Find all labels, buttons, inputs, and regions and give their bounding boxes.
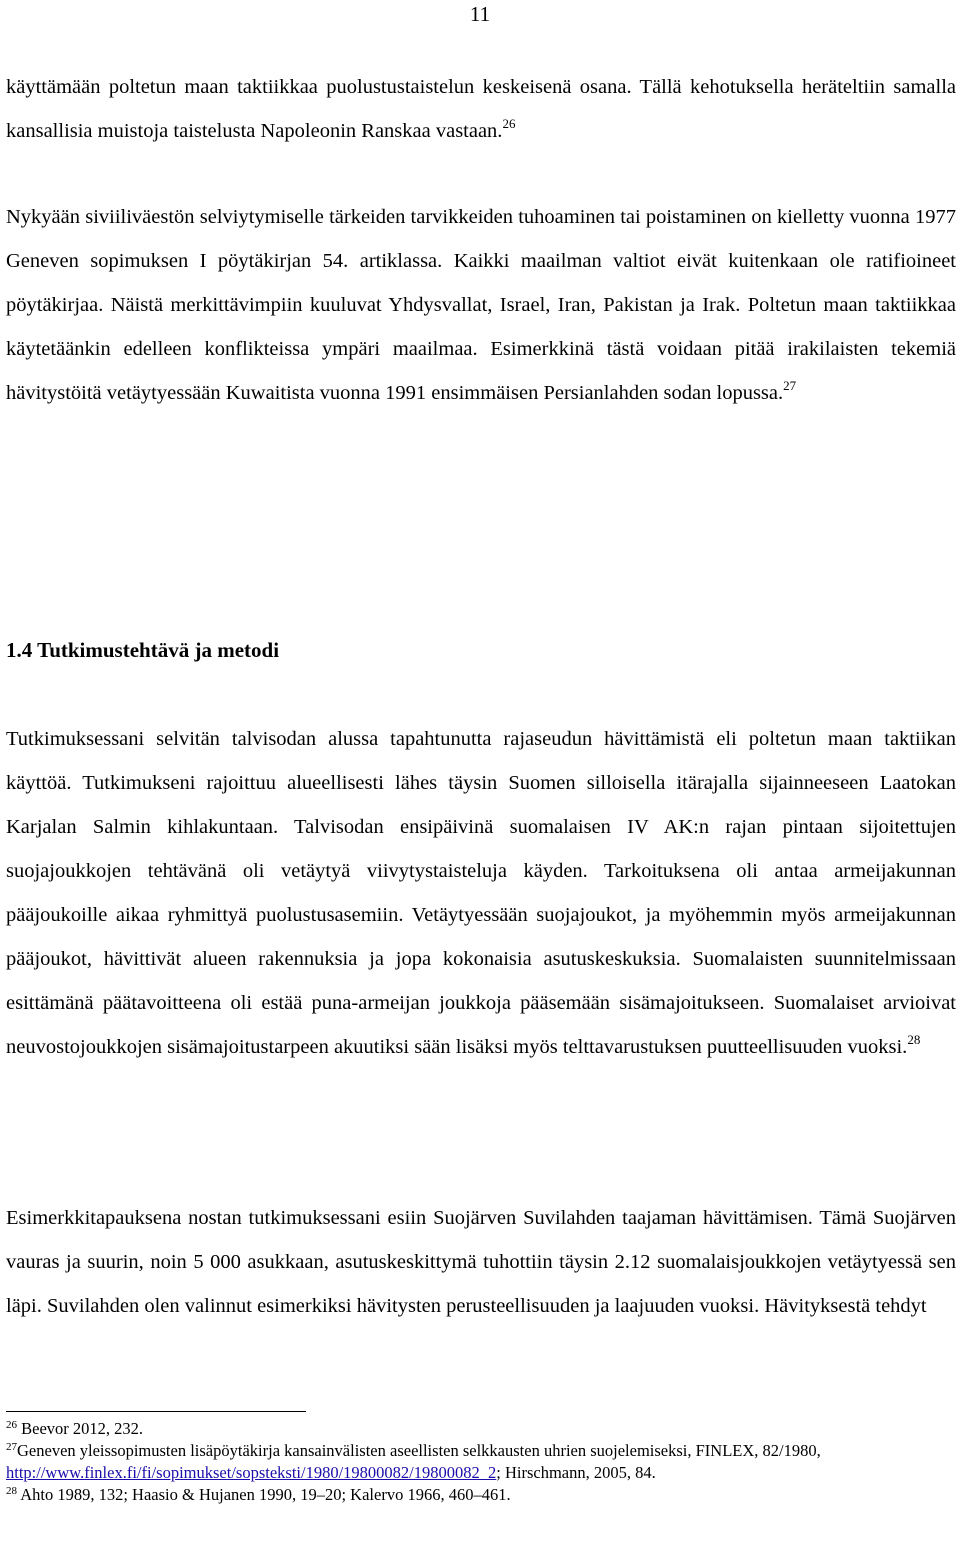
footnote-ref-27[interactable]: 27 <box>783 378 797 393</box>
paragraph-1 <box>6 65 956 153</box>
footnote-text: Geneven yleissopimusten lisäpöytäkirja kansainvälisten aseellisten selkkausten uhrien suojelemiseksi, FINLEX, 82/1980, <box>17 1441 821 1460</box>
footnote-text: Beevor 2012, 232. <box>21 1419 144 1438</box>
paragraph-4 <box>6 1196 956 1328</box>
paragraph-2-text: Nykyään siviiliväestön selviytymiselle tärkeiden tarvikkeiden tuhoaminen tai poistaminen on kielletty vuonna 1977 Geneven sopimuksen I pöytäkirjan 54. artiklassa. Kaikki maailman valtiot eivät kuitenkaan ole ratifioineet pöytäkirjaa. Näistä merkittävimpiin kuuluvat Yhdysvallat, Israel, Iran, Pakistan ja Irak. Poltetun maan taktiikkaa käytetäänkin edelleen konflikteissa ympäri maailmaa. Esimerkkinä tästä voidaan pitää irakilaisten tekemiä hävitystöitä vetäytyessään Kuwaitista vuonna 1991 ensimmäisen Persianlahden sodan lopussa. <box>6 206 956 404</box>
footnote-27 <box>6 1440 956 1484</box>
footnote-26 <box>6 1418 956 1440</box>
paragraph-2 <box>6 195 956 415</box>
footnote-number: 27 <box>6 1441 17 1453</box>
footnote-text: Ahto 1989, 132; Haasio & Hujanen 1990, 19–20; Kalervo 1966, 460–461. <box>20 1485 511 1504</box>
footnote-divider <box>6 1411 306 1412</box>
paragraph-4-text: Esimerkkitapauksena nostan tutkimuksessani esiin Suojärven Suvilahden taajaman hävittämisen. Tämä Suojärven vauras ja suurin, noin 5 000 asukkaan, asutuskeskittymä tuhottiin täysin 2.12 suomalaisjoukkojen vetäytyessä sen läpi. Suvilahden olen valinnut esimerkiksi hävitysten perusteellisuuden ja laajuuden vuoksi. Hävityksestä tehdyt <box>6 1207 956 1317</box>
section-heading: 1.4 Tutkimustehtävä ja metodi <box>6 638 280 662</box>
page-number: 11 <box>469 2 491 26</box>
paragraph-3-text: Tutkimuksessani selvitän talvisodan alussa tapahtunutta rajaseudun hävittämistä eli poltetun maan taktiikan käyttöä. Tutkimukseni rajoittuu alueellisesti lähes täysin Suomen silloisella itärajalla sijainneeseen Laatokan Karjalan Salmin kihlakuntaan. Talvisodan ensipäivinä suomalaisen IV AK:n rajan pintaan sijoitettujen suojajoukkojen tehtävänä oli vetäytyä viivytystaisteluja käyden. Tarkoituksena oli antaa armeijakunnan pääjoukoille aikaa ryhmittyä puolustusasemiin. Vetäytyessään suojajoukot, ja myöhemmin myös armeijakunnan pääjoukot, hävittivät alueen rakennuksia ja jopa kokonaisia asutuskeskuksia. Suomalaisten suunnitelmissaan esittämänä päätavoitteena oli estää puna-armeijan joukkoja pääsemään sisämajoitukseen. Suomalaiset arvioivat neuvostojoukkojen sisämajoitustarpeen akuutiksi sään lisäksi myös telttavarustuksen puutteellisuuden vuoksi. <box>6 728 956 1058</box>
footnote-ref-28[interactable]: 28 <box>907 1032 921 1047</box>
footnote-text-after: ; Hirschmann, 2005, 84. <box>496 1463 656 1482</box>
footnote-number: 26 <box>6 1419 17 1431</box>
footnote-number: 28 <box>6 1485 17 1497</box>
footnote-28 <box>6 1484 956 1506</box>
paragraph-3 <box>6 717 956 1069</box>
footnotes <box>6 1418 956 1506</box>
footnote-ref-26[interactable]: 26 <box>502 116 516 131</box>
paragraph-1-text: käyttämään poltetun maan taktiikkaa puolustustaistelun keskeisenä osana. Tällä kehotuksella heräteltiin samalla kansallisia muistoja taistelusta Napoleonin Ranskaa vastaan. <box>6 76 956 142</box>
finlex-link[interactable]: http://www.finlex.fi/fi/sopimukset/sopsteksti/1980/19800082/19800082_2 <box>6 1463 497 1482</box>
